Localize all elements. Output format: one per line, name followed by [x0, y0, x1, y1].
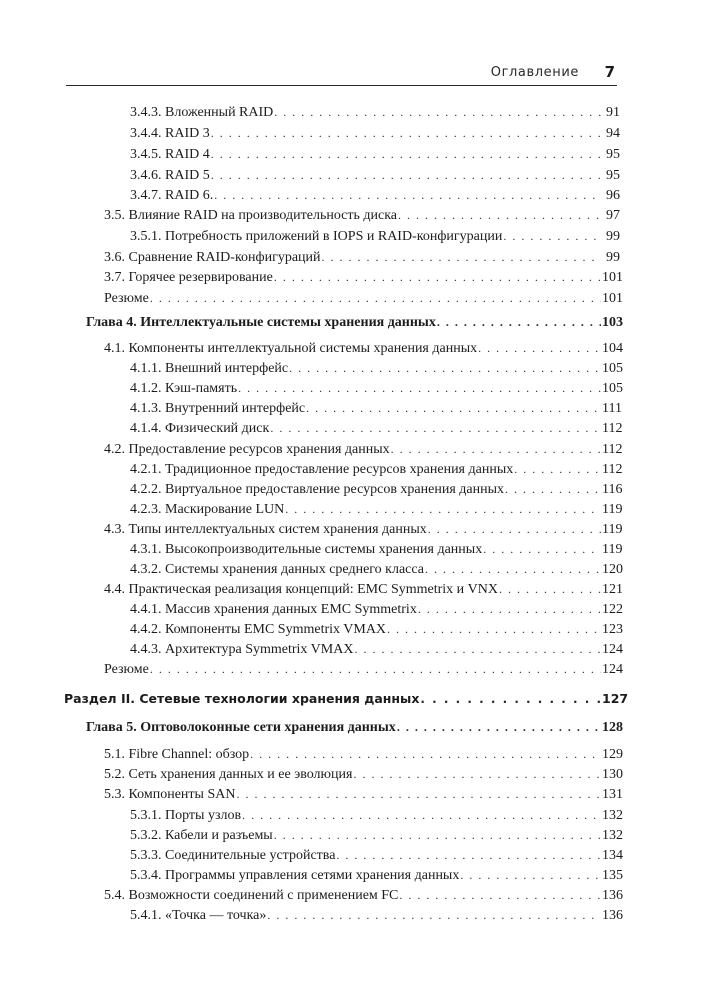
dot-leader: [211, 124, 601, 143]
toc-entry-title: 3.6. Сравнение RAID-конфигураций: [104, 250, 321, 265]
dot-leader: [418, 600, 601, 619]
toc-entry-page: 99: [606, 229, 620, 244]
dot-leader: [428, 520, 601, 539]
toc-entry-title: 4.3. Типы интеллектуальных систем хранения данных: [104, 522, 427, 537]
toc-entry-title: 4.4.2. Компоненты EMC Symmetrix VMAX: [130, 622, 387, 637]
toc-entry: [130, 124, 620, 143]
toc-entry-title: 4.4. Практическая реализация концепций: EMC Symmetrix и VNX: [104, 582, 499, 597]
toc-entry-title: 5.4. Возможности соединений с применением FC: [104, 888, 399, 903]
toc-entry-page: 111: [602, 401, 622, 416]
toc-entry: [130, 500, 623, 519]
toc-chapter-entry: [86, 313, 623, 332]
toc-entry-page: 119: [602, 542, 623, 557]
toc-entry-page: 97: [606, 208, 620, 223]
toc-entry: [104, 660, 623, 679]
dot-leader: [387, 620, 601, 639]
toc-entry: [130, 640, 623, 659]
dot-leader: [322, 248, 601, 267]
toc-entry-page: 132: [602, 828, 623, 843]
toc-entry: [130, 826, 623, 845]
toc-entry: [130, 145, 620, 164]
dot-leader: [211, 145, 601, 164]
toc-part-entry: [64, 689, 629, 708]
toc-entry-page: 101: [602, 270, 623, 285]
toc-entry-page: 101: [602, 291, 623, 306]
toc-entry-title: 5.1. Fibre Channel: обзор: [104, 747, 250, 762]
toc-entry: [104, 785, 623, 804]
toc-entry-title: Глава 5. Оптоволоконные сети хранения данных: [86, 720, 396, 735]
dot-leader: [397, 718, 601, 737]
toc-entry-page: 95: [606, 168, 620, 183]
dot-leader: [398, 206, 601, 225]
toc-entry-page: 123: [602, 622, 623, 637]
toc-entry-page: 132: [602, 808, 623, 823]
dot-leader: [483, 540, 601, 559]
toc-entry-page: 136: [602, 908, 623, 923]
toc-entry-title: 5.3.4. Программы управления сетями хранения данных: [130, 868, 460, 883]
toc-entry-page: 134: [602, 848, 623, 863]
dot-leader: [425, 560, 601, 579]
running-title: Оглавление: [490, 65, 579, 80]
toc-entry-page: 131: [602, 787, 623, 802]
toc-entry-page: 128: [602, 720, 623, 735]
page-number: 7: [604, 63, 615, 81]
toc-entry: [104, 440, 623, 459]
toc-entry: [104, 765, 623, 784]
toc-entry-title: 5.4.1. «Точка — точка»: [130, 908, 267, 923]
toc-chapter-entry: [86, 718, 623, 737]
dot-leader: [514, 460, 601, 479]
toc-entry-page: 112: [602, 421, 623, 436]
toc-entry: [130, 480, 623, 499]
toc-entry-title: Раздел II. Сетевые технологии хранения данных: [64, 691, 420, 706]
dot-leader: [242, 806, 601, 825]
toc-entry-title: 4.4.3. Архитектура Symmetrix VMAX: [130, 642, 354, 657]
toc-entry-page: 95: [606, 147, 620, 162]
toc-entry: [104, 268, 623, 287]
dot-leader: [274, 268, 601, 287]
toc-entry: [130, 359, 623, 378]
toc-entry-page: 127: [602, 691, 629, 706]
toc-entry-page: 105: [602, 381, 623, 396]
dot-leader: [503, 227, 601, 246]
toc-entry: [130, 460, 623, 479]
dot-leader: [270, 419, 601, 438]
dot-leader: [499, 580, 601, 599]
toc-entry: [104, 248, 620, 267]
toc-entry-title: 4.1.2. Кэш-память: [130, 381, 238, 396]
toc-entry-page: 96: [606, 188, 620, 203]
toc-entry-page: 136: [602, 888, 623, 903]
toc-entry-page: 124: [602, 642, 623, 657]
toc-entry-title: 4.3.2. Системы хранения данных среднего класса: [130, 562, 424, 577]
toc-entry-page: 104: [602, 341, 623, 356]
toc-entry-title: 3.4.6. RAID 5: [130, 168, 210, 183]
toc-entry-page: 99: [606, 250, 620, 265]
toc-entry: [130, 540, 623, 559]
toc-entry-page: 121: [602, 582, 623, 597]
toc-entry-page: 130: [602, 767, 623, 782]
toc-entry: [130, 166, 620, 185]
toc-entry-title: 4.2.1. Традиционное предоставление ресурсов хранения данных: [130, 462, 514, 477]
toc-entry-title: 4.2.3. Маскирование LUN: [130, 502, 285, 517]
toc-entry-title: 3.4.7. RAID 6.: [130, 188, 214, 203]
dot-leader: [399, 886, 601, 905]
dot-leader: [274, 826, 601, 845]
dot-leader: [289, 359, 601, 378]
toc-entry-title: 4.3.1. Высокопроизводительные системы хранения данных: [130, 542, 483, 557]
toc-entry-title: 3.4.3. Вложенный RAID: [130, 105, 274, 120]
toc-entry-title: 4.1.4. Физический диск: [130, 421, 270, 436]
dot-leader: [238, 379, 601, 398]
toc-entry: [130, 906, 623, 925]
toc-entry-page: 103: [602, 315, 623, 330]
toc-entry-title: 3.7. Горячее резервирование: [104, 270, 273, 285]
toc-entry: [104, 580, 623, 599]
toc-entry: [130, 186, 620, 205]
dot-leader: [336, 846, 601, 865]
dot-leader: [391, 440, 601, 459]
toc-entry: [130, 103, 620, 122]
toc-entry-title: 3.5. Влияние RAID на производительность диска: [104, 208, 398, 223]
toc-entry: [104, 206, 620, 225]
dot-leader: [478, 339, 601, 358]
toc-entry-page: 120: [602, 562, 623, 577]
toc-entry: [130, 419, 623, 438]
toc-entry-page: 91: [606, 105, 620, 120]
toc-entry-page: 119: [602, 502, 623, 517]
dot-leader: [236, 785, 601, 804]
dot-leader: [353, 765, 601, 784]
toc-entry-page: 119: [602, 522, 623, 537]
dot-leader: [420, 690, 601, 709]
toc-entry: [130, 806, 623, 825]
dot-leader: [250, 745, 601, 764]
toc-entry-title: 4.2. Предоставление ресурсов хранения данных: [104, 442, 390, 457]
toc-entry-title: Резюме: [104, 662, 149, 677]
toc-entry-title: 3.4.4. RAID 3: [130, 126, 210, 141]
toc-entry-title: 4.2.2. Виртуальное предоставление ресурсов хранения данных: [130, 482, 505, 497]
dot-leader: [150, 660, 601, 679]
toc-entry-page: 124: [602, 662, 623, 677]
toc-entry-page: 122: [602, 602, 623, 617]
dot-leader: [214, 186, 601, 205]
toc-entry-title: 5.3. Компоненты SAN: [104, 787, 236, 802]
dot-leader: [437, 313, 601, 332]
toc-entry-page: 112: [602, 442, 623, 457]
toc-entry-title: 5.3.1. Порты узлов: [130, 808, 242, 823]
toc-entry-title: 4.1.1. Внешний интерфейс: [130, 361, 289, 376]
toc-entry: [104, 339, 623, 358]
dot-leader: [267, 906, 601, 925]
toc-entry-page: 94: [606, 126, 620, 141]
dot-leader: [460, 866, 601, 885]
dot-leader: [274, 103, 601, 122]
toc-entry: [104, 289, 623, 308]
toc-entry: [130, 600, 623, 619]
toc-entry-title: 3.4.5. RAID 4: [130, 147, 210, 162]
toc-entry-title: 4.1.3. Внутренний интерфейс: [130, 401, 306, 416]
toc-entry-page: 105: [602, 361, 623, 376]
toc-entry: [130, 620, 623, 639]
toc-entry-title: 4.1. Компоненты интеллектуальной системы хранения данных: [104, 341, 478, 356]
dot-leader: [306, 399, 601, 418]
dot-leader: [505, 480, 601, 499]
toc-entry-title: 5.3.2. Кабели и разъемы: [130, 828, 273, 843]
toc-entry: [130, 399, 620, 418]
toc-entry: [104, 520, 623, 539]
toc-entry-title: 5.3.3. Соединительные устройства: [130, 848, 336, 863]
toc-entry: [104, 745, 623, 764]
toc-entry: [130, 379, 623, 398]
toc-entry-title: 4.4.1. Массив хранения данных EMC Symmetrix: [130, 602, 417, 617]
toc-entry-title: 3.5.1. Потребность приложений в IOPS и RAID-конфигурации: [130, 229, 503, 244]
toc-entry: [104, 886, 623, 905]
toc-entry: [130, 866, 623, 885]
toc-entry-page: 116: [602, 482, 623, 497]
dot-leader: [354, 640, 601, 659]
toc-entry-page: 135: [602, 868, 623, 883]
toc-entry-title: Глава 4. Интеллектуальные системы хранения данных: [86, 315, 436, 330]
toc-entry-page: 129: [602, 747, 623, 762]
dot-leader: [285, 500, 601, 519]
toc-entry-title: 5.2. Сеть хранения данных и ее эволюция: [104, 767, 353, 782]
dot-leader: [211, 166, 601, 185]
toc-entry-title: Резюме: [104, 291, 149, 306]
dot-leader: [150, 289, 601, 308]
toc-entry: [130, 846, 623, 865]
toc-entry-page: 112: [602, 462, 623, 477]
toc-entry: [130, 560, 623, 579]
toc-entry: [130, 227, 620, 246]
